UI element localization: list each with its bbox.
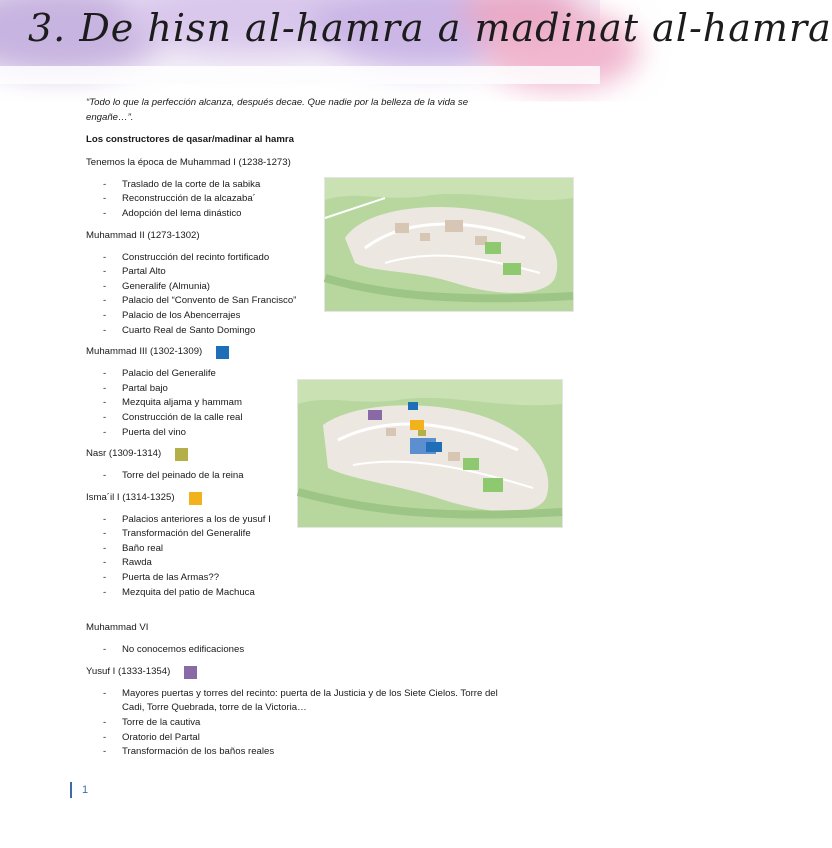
list-item: - Cuarto Real de Santo Domingo xyxy=(86,324,516,339)
page-header xyxy=(0,0,832,84)
list-item: - Adopción del lema dinástico xyxy=(86,207,516,222)
list-item: - Construcción del recinto fortificado xyxy=(86,251,516,266)
list-item: - Reconstrucción de la alcazaba´ xyxy=(86,192,516,207)
list-item: - Palacio del “Convento de San Francisco” xyxy=(86,294,516,309)
item-list xyxy=(86,643,516,658)
color-swatch xyxy=(175,448,188,461)
alhambra-map-colored-image xyxy=(297,379,563,528)
list-item: - No conocemos edificaciones xyxy=(86,643,516,658)
list-item: - Generalife (Almunia) xyxy=(86,280,516,295)
list-item: - Torre del peinado de la reina xyxy=(86,469,516,484)
alhambra-map-image xyxy=(324,177,574,312)
list-item: - Construcción de la calle real xyxy=(86,411,516,426)
list-item: - Partal Alto xyxy=(86,265,516,280)
list-item: - Oratorio del Partal xyxy=(86,731,516,746)
list-item: - Puerta de las Armas?? xyxy=(86,571,516,586)
list-item: - Transformación del Generalife xyxy=(86,527,516,542)
page-number: 1 xyxy=(70,782,88,798)
period-label: Isma´il I (1314-1325) xyxy=(86,491,516,506)
opening-quote: “Todo lo que la perfección alcanza, después decae. Que nadie por la belleza de la vida se engañe…”. xyxy=(86,97,469,123)
list-item: - Transformación de los baños reales xyxy=(86,745,516,760)
list-item: - Partal bajo xyxy=(86,382,516,397)
list-item: - Mezquita aljama y hammam xyxy=(86,396,516,411)
period-label: Yusuf I (1333-1354) xyxy=(86,665,516,680)
list-item: - Palacios anteriores a los de yusuf I xyxy=(86,513,516,528)
period-label: Tenemos la época de Muhammad I (1238-1273) xyxy=(86,156,291,168)
period-label: Muhammad VI xyxy=(86,622,149,634)
color-swatch xyxy=(189,492,202,505)
list-item: - Mezquita del patio de Machuca xyxy=(86,586,516,601)
document-title: 3. De hisn al-hamra a madinat al-hamra xyxy=(28,6,832,50)
color-swatch xyxy=(184,666,197,679)
section-heading: Los constructores de qasar/madinar al hamra xyxy=(86,134,294,146)
color-swatch xyxy=(216,346,229,359)
period-label: Muhammad II (1273-1302) xyxy=(86,229,200,241)
list-item: - Torre de la cautiva xyxy=(86,716,516,731)
item-list xyxy=(86,687,516,760)
period-label: Muhammad III (1302-1309) xyxy=(86,345,516,360)
period-label: Nasr (1309-1314) xyxy=(86,447,516,462)
list-item: - Palacio de los Abencerrajes xyxy=(86,309,516,324)
list-item: - Traslado de la corte de la sabika xyxy=(86,178,516,193)
list-item: - Rawda xyxy=(86,556,516,571)
list-item: - Baño real xyxy=(86,542,516,557)
list-item: - Mayores puertas y torres del recinto: puerta de la Justicia y de los Siete Cielos. Torre del Cadi, Torre Quebrada, torre de la Victoria… xyxy=(86,687,516,716)
list-item: - Puerta del vino xyxy=(86,426,516,441)
list-item: - Palacio del Generalife xyxy=(86,367,516,382)
